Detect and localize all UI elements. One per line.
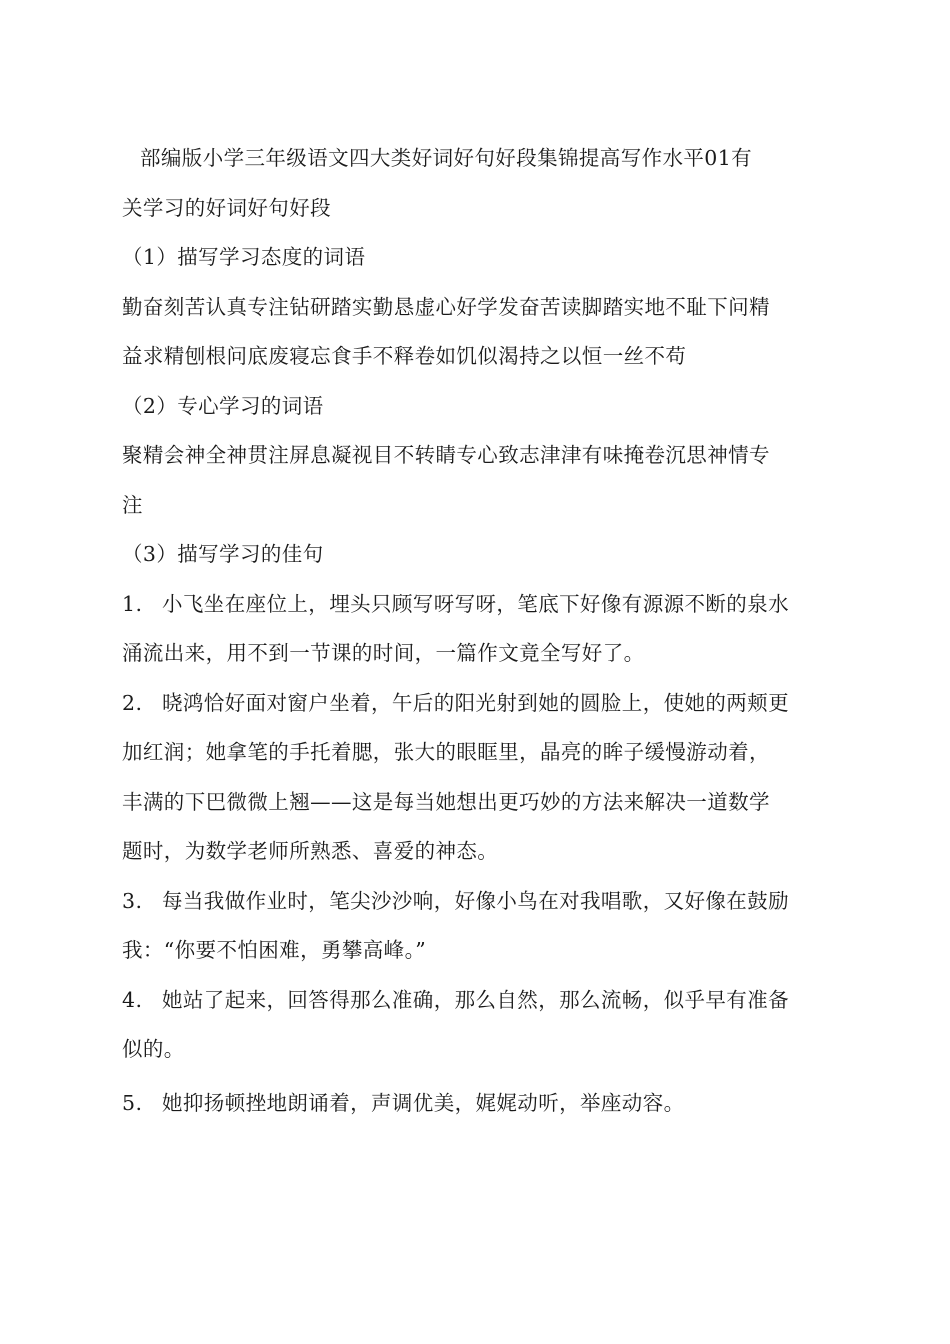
sentence-text: 她站了起来，回答得那么准确，那么自然，那么流畅，似乎早有准备: [162, 987, 789, 1012]
sentence-4-line-2: 似的。: [122, 1037, 185, 1061]
sentence-number: 2.: [122, 690, 143, 715]
sentence-text: 她抑扬顿挫地朗诵着，声调优美，娓娓动听，举座动容。: [162, 1090, 685, 1115]
section-heading-1: （1）描写学习态度的词语: [122, 245, 366, 269]
section-heading-3: （3）描写学习的佳句: [122, 542, 324, 566]
sentence-number: 1.: [122, 591, 143, 616]
section-1-line-2: 益求精刨根问底废寝忘食手不释卷如饥似渴持之以恒一丝不苟: [122, 344, 687, 368]
sentence-3-line-2: 我：“你要不怕困难，勇攀高峰。”: [122, 938, 427, 962]
sentence-2-line-3: 丰满的下巴微微上翘——这是每当她想出更巧妙的方法来解决一道数学: [122, 789, 770, 814]
document-body: [122, 134, 838, 1131]
sentence-2-line-4: 题时，为数学老师所熟悉、喜爱的神态。: [122, 839, 499, 863]
sentence-text: 小飞坐在座位上，埋头只顾写呀写呀，笔底下好像有源源不断的泉水: [162, 591, 789, 616]
sentence-text: 晓鸿恰好面对窗户坐着，午后的阳光射到她的圆脸上，使她的两颊更: [162, 690, 789, 715]
section-1-line-1: 勤奋刻苦认真专注钻研踏实勤恳虚心好学发奋苦读脚踏实地不耻下问精: [122, 294, 770, 319]
sentence-text: 每当我做作业时，笔尖沙沙响，好像小鸟在对我唱歌，又好像在鼓励: [162, 888, 789, 913]
sentence-2-line-2: 加红润；她拿笔的手托着腮，张大的眼眶里，晶亮的眸子缓慢游动着，: [122, 740, 770, 764]
sentence-1-line-1: [122, 580, 838, 630]
section-heading-2: （2）专心学习的词语: [122, 393, 324, 418]
sentence-4-line-1: [122, 976, 838, 1026]
sentence-3-line-1: [122, 877, 838, 927]
sentence-number: 3.: [122, 888, 143, 913]
sentence-5-line-1: [122, 1075, 838, 1131]
section-2-line-2: 注: [122, 492, 143, 517]
title-line-2: 关学习的好词好句好段: [122, 195, 331, 220]
sentence-1-line-2: 涌流出来，用不到一节课的时间，一篇作文竟全写好了。: [122, 641, 645, 665]
section-2-line-1: 聚精会神全神贯注屏息凝视目不转睛专心致志津津有味掩卷沉思神情专: [122, 443, 770, 467]
sentence-2-line-1: [122, 679, 838, 729]
sentence-number: 4.: [122, 987, 143, 1012]
sentence-number: 5.: [122, 1090, 143, 1115]
title-line-1: 部编版小学三年级语文四大类好词好句好段集锦提高写作水平01有: [140, 146, 753, 170]
